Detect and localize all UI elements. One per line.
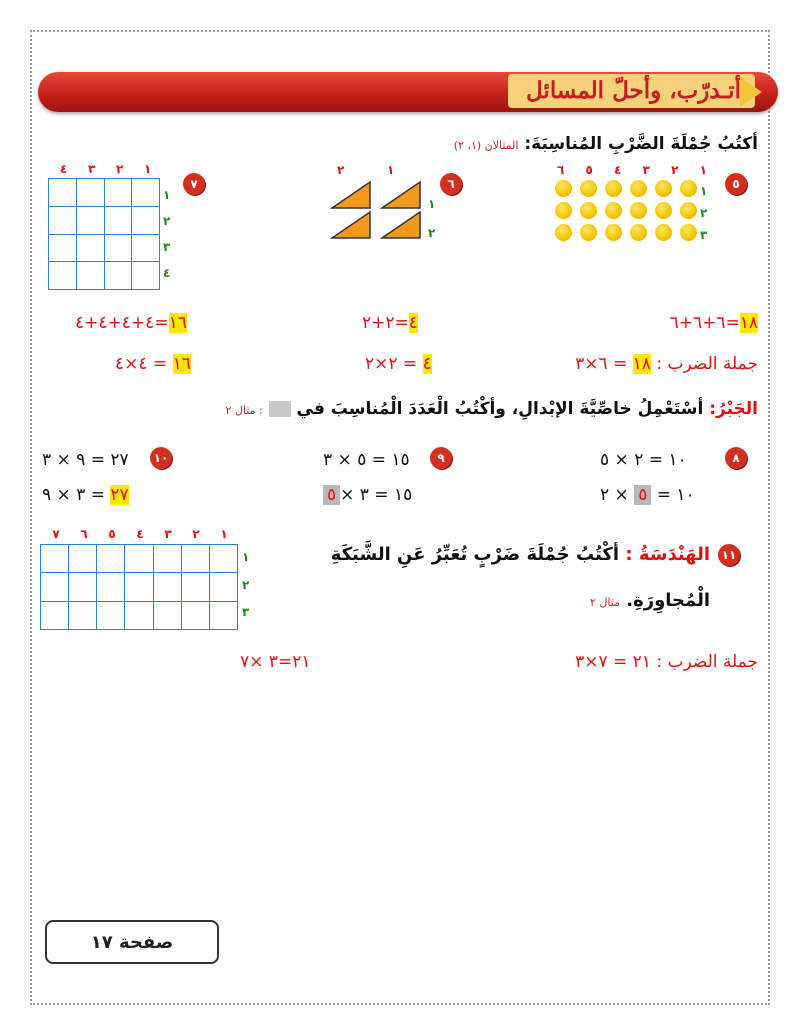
answer-highlight: ٤ <box>408 313 418 333</box>
problem-number-badge: ٧ <box>183 173 205 195</box>
problem-number-badge: ٦ <box>440 173 462 195</box>
section2-instruction <box>226 399 758 419</box>
geometry-instruction <box>331 544 710 565</box>
equation-text: = ٣ × ٩ <box>42 485 111 505</box>
page-number-box: صفحة ١٧ <box>45 920 219 964</box>
equation-text: = ٢×٢ <box>365 354 418 374</box>
col-label: ٢ <box>192 527 200 541</box>
coin-column-labels <box>557 163 707 177</box>
equation-text: ١٠ = ٢ × ٥ <box>600 450 687 470</box>
multiplication-sentence-5 <box>575 354 758 374</box>
equation-text: =٢+٢ <box>362 313 409 333</box>
answer-highlight: ١٨ <box>739 313 758 333</box>
mult-label: جملة الضرب : <box>656 652 758 672</box>
multiplication-sentence-6 <box>365 354 432 374</box>
commutative-equation-9 <box>323 485 412 505</box>
coin <box>555 202 572 219</box>
col-label: ٥ <box>585 163 593 177</box>
instruction-text: أكتُبُ جُمْلَةَ الضَّرْبِ المُناسِبَةَ: <box>524 134 758 154</box>
col-label: ٣ <box>164 527 172 541</box>
instruction-text: أسْتَعْمِلُ خاصِّيَّةَ الإبْدالِ، وأكْتُبُ الْعَدَدَ الْمُناسِبَ في <box>296 399 704 419</box>
equation-text: ٢٧ = ٩ × ٣ <box>42 450 129 470</box>
row-label: ١ <box>700 184 708 198</box>
example-ref: مثال ٢ <box>589 596 620 609</box>
equation-text: =٤+٤+٤+٤ <box>75 313 169 333</box>
commutative-equation-8 <box>600 485 695 505</box>
geometry-label: الهَنْدَسَةُ : <box>625 544 710 565</box>
row-label: ١ <box>242 550 250 564</box>
col-label: ٤ <box>60 162 68 176</box>
coin <box>580 180 597 197</box>
coin <box>680 224 697 241</box>
coin <box>630 224 647 241</box>
col-label: ٣ <box>642 163 650 177</box>
equation-text: × ٢ <box>600 485 635 505</box>
coin <box>630 202 647 219</box>
equation-text: ١٥ = ٣ × <box>340 485 413 505</box>
answer-box: ٥ <box>634 485 651 505</box>
coin <box>630 180 647 197</box>
problem-number-badge: ١١ <box>718 544 740 566</box>
answer-box-icon <box>269 401 291 417</box>
answer-highlight: ٢٧ <box>110 485 129 505</box>
col-label: ٤ <box>614 163 622 177</box>
equation-text: ٢١=٣ ×٧ <box>240 652 311 672</box>
coin <box>580 202 597 219</box>
row-label: ٣ <box>163 240 171 254</box>
row-label: ١ <box>428 197 436 211</box>
banner-title: أتـدرّب، وأحلّ المسائل <box>508 74 755 108</box>
col-label: ٣ <box>88 162 96 176</box>
row-label: ٤ <box>163 266 171 280</box>
equation-text: = ٦×٣ <box>575 354 628 374</box>
grid-column-labels <box>42 527 238 541</box>
section1-instruction <box>454 134 758 154</box>
example-ref: : مثال ٢ <box>225 404 263 417</box>
col-label: ٤ <box>136 527 144 541</box>
col-label: ٢ <box>116 162 124 176</box>
equation-text: = ٤×٤ <box>115 354 168 374</box>
example-ref: المثالان (١، ٢) <box>453 139 519 152</box>
col-label: ٦ <box>557 163 565 177</box>
algebra-label: الجَبْرُ: <box>709 399 758 419</box>
col-label: ١ <box>220 527 228 541</box>
coin <box>555 180 572 197</box>
coin <box>605 202 622 219</box>
row-label: ١ <box>163 188 171 202</box>
mult-label: جملة الضرب : <box>656 354 758 374</box>
multiplication-sentence-7 <box>115 354 191 374</box>
coin <box>555 224 572 241</box>
answer-box: ٥ <box>323 485 340 505</box>
col-label: ٢ <box>671 163 679 177</box>
col-label: ١ <box>699 163 707 177</box>
answer-highlight: ١٦ <box>172 354 191 374</box>
instruction-text: أكْتُبُ جُمْلَةَ ضَرْبٍ تُعَبِّرُ عَنِ الشَّبَكَةِ <box>330 544 620 565</box>
coin <box>655 224 672 241</box>
banner-arrow-icon <box>740 77 762 107</box>
col-label: ٢ <box>337 163 345 177</box>
problem-number-badge: ٨ <box>725 447 747 469</box>
triangle-array <box>330 180 430 240</box>
equation-text: ٢١ = ٧×٣ <box>575 652 651 672</box>
grid-4x4 <box>48 178 160 290</box>
row-label: ٢ <box>428 226 436 240</box>
coin <box>680 180 697 197</box>
geometry-instruction-line2 <box>590 590 710 611</box>
addition-equation-6 <box>362 313 418 333</box>
addition-equation-7 <box>75 313 187 333</box>
col-label: ١ <box>144 162 152 176</box>
equation-text: ١٥ = ٥ × ٣ <box>323 450 410 470</box>
problem-number-badge: ١٠ <box>150 447 172 469</box>
instruction-text: الْمُجاوِرَةِ. <box>626 590 710 611</box>
multiplication-sentence-11 <box>575 652 758 672</box>
row-label: ٣ <box>242 605 250 619</box>
commutative-equation-10 <box>42 485 129 505</box>
equation-text: =٦+٦+٦ <box>669 313 740 333</box>
col-label: ٦ <box>80 527 88 541</box>
coin <box>580 224 597 241</box>
row-label: ٢ <box>163 214 171 228</box>
grid-3x7 <box>40 544 238 630</box>
coin <box>655 180 672 197</box>
answer-highlight: ٤ <box>422 354 432 374</box>
answer-highlight: ١٦ <box>168 313 187 333</box>
col-label: ٧ <box>52 527 60 541</box>
problem-number-badge: ٩ <box>430 447 452 469</box>
coin <box>605 180 622 197</box>
problem-number-badge: ٥ <box>725 173 747 195</box>
col-label: ١ <box>387 163 395 177</box>
equation-text: ١٠ = <box>651 485 695 505</box>
row-label: ٣ <box>700 228 708 242</box>
col-label: ٥ <box>108 527 116 541</box>
answer-highlight: ١٨ <box>632 354 651 374</box>
row-label: ٢ <box>242 578 250 592</box>
coin <box>655 202 672 219</box>
coin <box>680 202 697 219</box>
coin <box>605 224 622 241</box>
row-label: ٢ <box>700 206 708 220</box>
addition-equation-5 <box>670 313 758 333</box>
